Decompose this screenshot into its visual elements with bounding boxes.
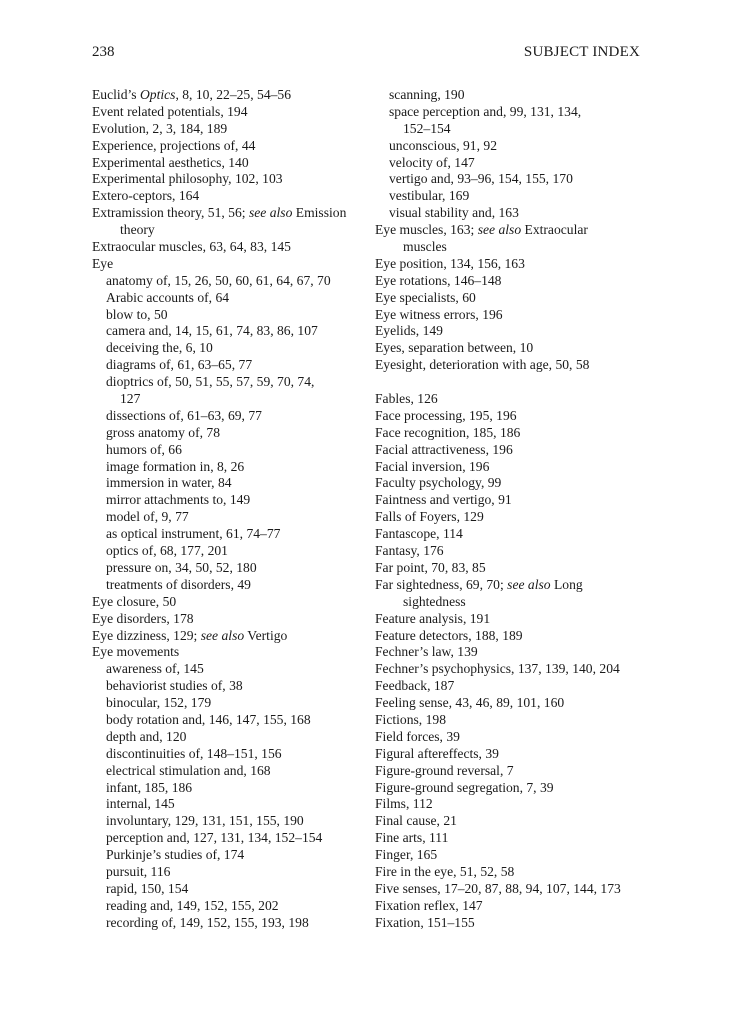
entry-text: Eye rotations, 146–148 — [375, 272, 502, 288]
entry-text: optics of, 68, 177, 201 — [106, 543, 228, 559]
entry-text: anatomy of, 15, 26, 50, 60, 61, 64, 67, 70 — [106, 272, 331, 288]
index-entry — [92, 644, 377, 661]
entry-text: Far sightedness, 69, 70; — [375, 576, 508, 592]
entry-text: image formation in, 8, 26 — [106, 458, 245, 474]
index-subentry — [92, 864, 377, 881]
entry-text: muscles — [403, 239, 447, 255]
entry-text: Fixation, 151–155 — [375, 914, 475, 930]
entry-text: Figural aftereffects, 39 — [375, 745, 499, 761]
index-entry — [375, 661, 660, 678]
entry-text: Fictions, 198 — [375, 711, 446, 727]
index-subentry — [92, 290, 377, 307]
entry-text: gross anatomy of, 78 — [106, 424, 221, 440]
index-subentry — [92, 796, 377, 813]
entry-text: Purkinje’s studies of, 174 — [106, 847, 245, 863]
index-entry — [375, 475, 660, 492]
index-entry-continuation — [375, 121, 660, 138]
index-subentry — [92, 526, 377, 543]
index-entry-continuation — [92, 391, 377, 408]
entry-text: Fire in the eye, 51, 52, 58 — [375, 863, 515, 879]
index-entry — [375, 729, 660, 746]
entry-text: Fantascope, 114 — [375, 526, 463, 542]
index-entry — [375, 864, 660, 881]
entry-text: Figure-ground segregation, 7, 39 — [375, 779, 554, 795]
index-entry — [375, 307, 660, 324]
index-entry — [375, 577, 660, 594]
entry-text: recording of, 149, 152, 155, 193, 198 — [106, 914, 309, 930]
entry-text: Faculty psychology, 99 — [375, 475, 502, 491]
entry-text: Eye — [92, 255, 114, 271]
index-entry — [375, 290, 660, 307]
entry-text: Faintness and vertigo, 91 — [375, 492, 512, 508]
entry-text: dissections of, 61–63, 69, 77 — [106, 407, 262, 423]
entry-text: immersion in water, 84 — [106, 475, 232, 491]
index-entry — [92, 239, 377, 256]
index-entry — [92, 611, 377, 628]
entry-text: Eye position, 134, 156, 163 — [375, 255, 525, 271]
entry-text: space perception and, 99, 131, 134, — [389, 103, 582, 119]
entry-text: Extraocular muscles, 63, 64, 83, 145 — [92, 239, 291, 255]
index-entry — [375, 628, 660, 645]
entry-text: awareness of, 145 — [106, 661, 204, 677]
entry-text: Finger, 165 — [375, 847, 438, 863]
index-entry — [375, 830, 660, 847]
index-subentry — [92, 475, 377, 492]
entry-text: Figure-ground reversal, 7 — [375, 762, 514, 778]
entry-text: Face recognition, 185, 186 — [375, 424, 521, 440]
index-entry — [375, 560, 660, 577]
index-subentry — [375, 104, 660, 121]
index-subentry — [92, 695, 377, 712]
entry-text: behaviorist studies of, 38 — [106, 678, 243, 694]
index-subentry — [92, 915, 377, 932]
entry-text: infant, 185, 186 — [106, 779, 193, 795]
entry-text: body rotation and, 146, 147, 155, 168 — [106, 711, 311, 727]
entry-text: Experience, projections of, 44 — [92, 137, 256, 153]
entry-text: Feedback, 187 — [375, 678, 455, 694]
entry-text: rapid, 150, 154 — [106, 880, 189, 896]
entry-text: binocular, 152, 179 — [106, 695, 212, 711]
index-subentry — [92, 425, 377, 442]
index-entry — [375, 712, 660, 729]
entry-text: Eye movements — [92, 644, 180, 660]
entry-text: vestibular, 169 — [389, 188, 470, 204]
index-entry — [375, 915, 660, 932]
cross-reference-label: see also — [200, 627, 245, 643]
entry-text: deceiving the, 6, 10 — [106, 340, 213, 356]
index-column-left — [92, 87, 377, 932]
index-entry-continuation — [375, 594, 660, 611]
index-subentry — [92, 729, 377, 746]
entry-text: Fantasy, 176 — [375, 543, 444, 559]
entry-text: Final cause, 21 — [375, 813, 457, 829]
entry-text: Far point, 70, 83, 85 — [375, 559, 486, 575]
index-subentry — [92, 323, 377, 340]
entry-text: Eyesight, deterioration with age, 50, 58 — [375, 357, 590, 373]
entry-text: Fables, 126 — [375, 391, 438, 407]
index-subentry — [92, 357, 377, 374]
entry-text: Facial attractiveness, 196 — [375, 441, 513, 457]
index-entry — [375, 357, 660, 374]
cross-reference-label: see also — [507, 576, 551, 592]
entry-text: Eye dizziness, 129; — [92, 627, 201, 643]
index-entry — [375, 256, 660, 273]
index-subentry — [92, 459, 377, 476]
entry-text: Extraocular — [521, 222, 588, 238]
entry-text: vertigo and, 93–96, 154, 155, 170 — [389, 171, 573, 187]
cross-reference-label: Optics — [139, 87, 176, 102]
index-subentry — [92, 712, 377, 729]
index-entry — [375, 695, 660, 712]
index-subentry — [92, 577, 377, 594]
index-entry — [375, 340, 660, 357]
index-subentry — [92, 408, 377, 425]
entry-text: Extramission theory, 51, 56; — [92, 205, 249, 221]
index-entry — [92, 628, 377, 645]
entry-text: Feeling sense, 43, 46, 89, 101, 160 — [375, 695, 565, 711]
entry-text: theory — [120, 222, 155, 238]
index-entry — [375, 780, 660, 797]
index-subentry — [92, 881, 377, 898]
index-entry — [375, 898, 660, 915]
index-subentry — [92, 763, 377, 780]
entry-text: depth and, 120 — [106, 728, 187, 744]
index-subentry — [92, 847, 377, 864]
entry-text: Feature detectors, 188, 189 — [375, 627, 523, 643]
entry-text: Eye disorders, 178 — [92, 610, 194, 626]
entry-text: Eyes, separation between, 10 — [375, 340, 534, 356]
entry-text: model of, 9, 77 — [106, 509, 189, 525]
index-subentry — [375, 205, 660, 222]
entry-text: as optical instrument, 61, 74–77 — [106, 526, 281, 542]
index-subentry — [92, 442, 377, 459]
entry-text: , 8, 10, 22–25, 54–56 — [175, 87, 291, 102]
entry-text: humors of, 66 — [106, 441, 182, 457]
index-subentry — [375, 138, 660, 155]
index-entry — [92, 171, 377, 188]
index-entry — [92, 121, 377, 138]
entry-text: discontinuities of, 148–151, 156 — [106, 745, 282, 761]
index-subentry — [92, 560, 377, 577]
entry-text: diagrams of, 61, 63–65, 77 — [106, 357, 253, 373]
entry-text: Experimental philosophy, 102, 103 — [92, 171, 283, 187]
running-head: SUBJECT INDEX — [523, 44, 640, 60]
entry-text: Extero-ceptors, 164 — [92, 188, 200, 204]
index-entry-continuation — [92, 222, 377, 239]
entry-text: Eye muscles, 163; — [375, 222, 478, 238]
cross-reference-label: see also — [248, 205, 293, 221]
entry-text: Emission — [292, 205, 347, 221]
entry-text: treatments of disorders, 49 — [106, 576, 251, 592]
entry-text: Event related potentials, 194 — [92, 103, 248, 119]
entry-text: Evolution, 2, 3, 184, 189 — [92, 120, 228, 136]
entry-text: Feature analysis, 191 — [375, 610, 491, 626]
entry-text: 152–154 — [403, 120, 451, 136]
index-subentry — [92, 543, 377, 560]
index-subentry — [92, 273, 377, 290]
index-entry — [92, 205, 377, 222]
index-subentry — [92, 492, 377, 509]
index-entry — [375, 678, 660, 695]
index-entry — [375, 273, 660, 290]
blank-line — [375, 374, 660, 391]
entry-text: pursuit, 116 — [106, 863, 171, 879]
index-entry — [375, 813, 660, 830]
index-entry — [375, 408, 660, 425]
index-entry — [375, 611, 660, 628]
index-subentry — [92, 340, 377, 357]
entry-text: involuntary, 129, 131, 151, 155, 190 — [106, 813, 304, 829]
entry-text: Fechner’s psychophysics, 137, 139, 140, 204 — [375, 661, 620, 677]
index-entry — [375, 509, 660, 526]
index-entry — [375, 746, 660, 763]
index-entry — [92, 138, 377, 155]
entry-text: internal, 145 — [106, 796, 175, 812]
entry-text: Facial inversion, 196 — [375, 458, 490, 474]
index-subentry — [92, 661, 377, 678]
entry-text: scanning, 190 — [389, 87, 465, 102]
index-entry-continuation — [375, 239, 660, 256]
index-entry — [92, 155, 377, 172]
index-entry — [375, 425, 660, 442]
index-entry — [92, 188, 377, 205]
entry-text: unconscious, 91, 92 — [389, 137, 497, 153]
entry-text: mirror attachments to, 149 — [106, 492, 251, 508]
entry-text: Long — [550, 576, 583, 592]
entry-text: Films, 112 — [375, 796, 433, 812]
entry-text: Euclid’s — [92, 87, 140, 102]
entry-text: dioptrics of, 50, 51, 55, 57, 59, 70, 74, — [106, 374, 315, 390]
entry-text: blow to, 50 — [106, 306, 168, 322]
cross-reference-label: see also — [477, 222, 522, 238]
index-subentry — [375, 155, 660, 172]
entry-text: Eye specialists, 60 — [375, 289, 476, 305]
index-entry — [375, 323, 660, 340]
page-number: 238 — [92, 44, 115, 60]
index-entry — [375, 796, 660, 813]
index-column-right — [375, 87, 660, 932]
entry-text: electrical stimulation and, 168 — [106, 762, 271, 778]
index-subentry — [92, 898, 377, 915]
index-entry — [375, 391, 660, 408]
entry-text: visual stability and, 163 — [389, 205, 519, 221]
index-entry — [375, 763, 660, 780]
entry-text: camera and, 14, 15, 61, 74, 83, 86, 107 — [106, 323, 318, 339]
entry-text: Fine arts, 111 — [375, 830, 449, 846]
index-entry — [375, 222, 660, 239]
index-subentry — [375, 87, 660, 104]
index-entry — [375, 644, 660, 661]
entry-text: reading and, 149, 152, 155, 202 — [106, 897, 279, 913]
index-subentry — [92, 830, 377, 847]
index-entry — [375, 847, 660, 864]
index-entry — [375, 881, 660, 898]
entry-text: Face processing, 195, 196 — [375, 407, 517, 423]
index-entry — [375, 442, 660, 459]
entry-text: Five senses, 17–20, 87, 88, 94, 107, 144, 173 — [375, 880, 621, 896]
entry-text: Arabic accounts of, 64 — [106, 289, 230, 305]
entry-text: Experimental aesthetics, 140 — [92, 154, 249, 170]
index-entry — [375, 492, 660, 509]
index-subentry — [92, 780, 377, 797]
entry-text: Vertigo — [244, 627, 288, 643]
index-entry — [375, 543, 660, 560]
index-entry — [375, 526, 660, 543]
entry-text: Fixation reflex, 147 — [375, 897, 483, 913]
entry-text: Eye witness errors, 196 — [375, 306, 503, 322]
entry-text: perception and, 127, 131, 134, 152–154 — [106, 830, 323, 846]
entry-text: 127 — [120, 391, 141, 407]
entry-text: Field forces, 39 — [375, 728, 460, 744]
index-subentry — [92, 813, 377, 830]
index-entry — [92, 256, 377, 273]
index-subentry — [92, 746, 377, 763]
entry-text: velocity of, 147 — [389, 154, 475, 170]
index-subentry — [92, 678, 377, 695]
index-entry — [375, 459, 660, 476]
entry-text: pressure on, 34, 50, 52, 180 — [106, 559, 257, 575]
index-entry — [92, 87, 377, 104]
index-subentry — [375, 171, 660, 188]
index-subentry — [375, 188, 660, 205]
entry-text: Eyelids, 149 — [375, 323, 443, 339]
index-entry — [92, 104, 377, 121]
index-subentry — [92, 509, 377, 526]
entry-text: Eye closure, 50 — [92, 593, 177, 609]
entry-text: sightedness — [403, 593, 466, 609]
index-subentry — [92, 374, 377, 391]
entry-text: Falls of Foyers, 129 — [375, 509, 484, 525]
index-subentry — [92, 307, 377, 324]
index-entry — [92, 594, 377, 611]
entry-text: Fechner’s law, 139 — [375, 644, 478, 660]
